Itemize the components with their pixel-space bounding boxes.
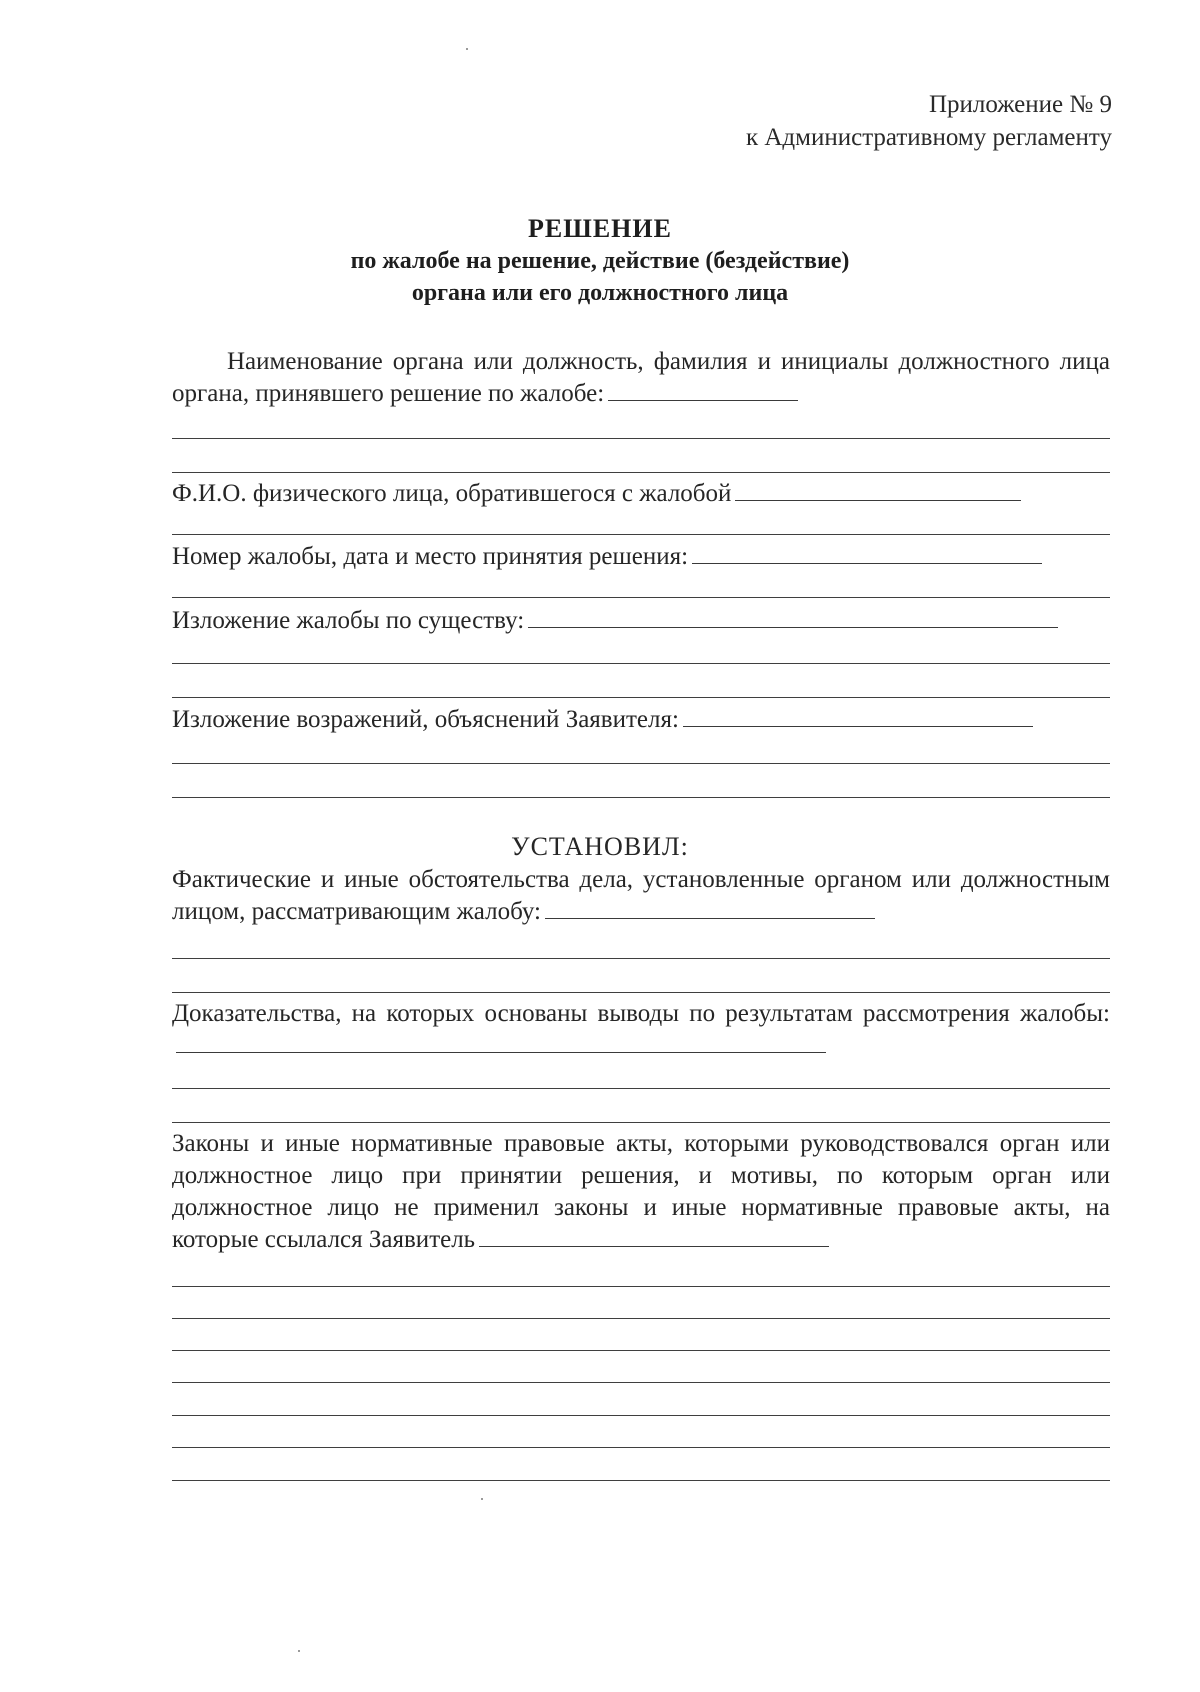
title-subtitle-2: органа или его должностного лица (411, 280, 789, 306)
laws-line-5[interactable] (172, 1415, 1110, 1416)
facts-line-1[interactable] (172, 958, 1110, 959)
laws-line-6[interactable] (172, 1447, 1110, 1448)
organ-name-label (172, 346, 1110, 410)
facts-text: Фактические и иные обстоятельства дела, установленные органом или должностным лицом, рассматривающим жалобу: (172, 866, 1110, 925)
complaint-essence-label (172, 605, 1110, 637)
laws-label (172, 1128, 1110, 1256)
organ-name-text: Наименование органа или должность, фамилия и инициалы должностного лица органа, принявшего решение по жалобе: (172, 348, 1110, 407)
evidence-blank[interactable] (176, 1034, 826, 1053)
objections-label (172, 704, 1110, 736)
complaint-essence-blank[interactable] (528, 609, 1058, 628)
organ-name-line-2[interactable] (172, 472, 1110, 473)
title-main: РЕШЕНИЕ (528, 214, 672, 243)
scan-speck (481, 1498, 483, 1500)
objections-line-1[interactable] (172, 763, 1110, 764)
organ-name-blank[interactable] (608, 382, 798, 401)
applicant-name-line[interactable] (172, 534, 1110, 535)
applicant-name-label (172, 478, 1110, 510)
complaint-number-blank[interactable] (692, 545, 1042, 564)
evidence-line-1[interactable] (172, 1088, 1110, 1089)
complaint-essence-line-2[interactable] (172, 697, 1110, 698)
applicant-name-blank[interactable] (735, 482, 1021, 501)
established-heading: УСТАНОВИЛ: (511, 832, 689, 861)
facts-blank[interactable] (545, 900, 875, 919)
scan-speck (298, 1650, 300, 1652)
annex-reference: к Административному регламенту (745, 124, 1112, 151)
annex-number: Приложение № 9 (928, 91, 1112, 118)
facts-label (172, 864, 1110, 928)
complaint-essence-line-1[interactable] (172, 663, 1110, 664)
objections-blank[interactable] (683, 708, 1033, 727)
applicant-name-text: Ф.И.О. физического лица, обратившегося с жалобой (172, 480, 732, 507)
complaint-number-line[interactable] (172, 597, 1110, 598)
laws-text: Законы и иные нормативные правовые акты, которыми руководствовался орган или должностное лицо при принятии решения, и мотивы, по которым орган или должностное лицо не применил законы и иные нормативные правовые акты, на которые ссылался Заявитель (172, 1130, 1110, 1253)
title-subtitle-1: по жалобе на решение, действие (бездействие) (350, 248, 850, 274)
evidence-line-2[interactable] (172, 1122, 1110, 1123)
evidence-text: Доказательства, на которых основаны выводы по результатам рассмотрения жалобы: (172, 1000, 1110, 1027)
laws-blank[interactable] (479, 1228, 829, 1247)
organ-name-line-1[interactable] (172, 438, 1110, 439)
laws-line-2[interactable] (172, 1318, 1110, 1319)
objections-text: Изложение возражений, объяснений Заявителя: (172, 706, 679, 733)
evidence-label (172, 998, 1110, 1062)
complaint-number-text: Номер жалобы, дата и место принятия решения: (172, 543, 689, 570)
laws-line-4[interactable] (172, 1382, 1110, 1383)
facts-line-2[interactable] (172, 992, 1110, 993)
laws-line-7[interactable] (172, 1480, 1110, 1481)
document-title (0, 212, 1200, 309)
complaint-number-label (172, 541, 1110, 573)
scan-speck (466, 48, 468, 50)
complaint-essence-text: Изложение жалобы по существу: (172, 607, 525, 634)
objections-line-2[interactable] (172, 797, 1110, 798)
laws-line-3[interactable] (172, 1350, 1110, 1351)
annex-header (746, 88, 1112, 154)
laws-line-1[interactable] (172, 1286, 1110, 1287)
